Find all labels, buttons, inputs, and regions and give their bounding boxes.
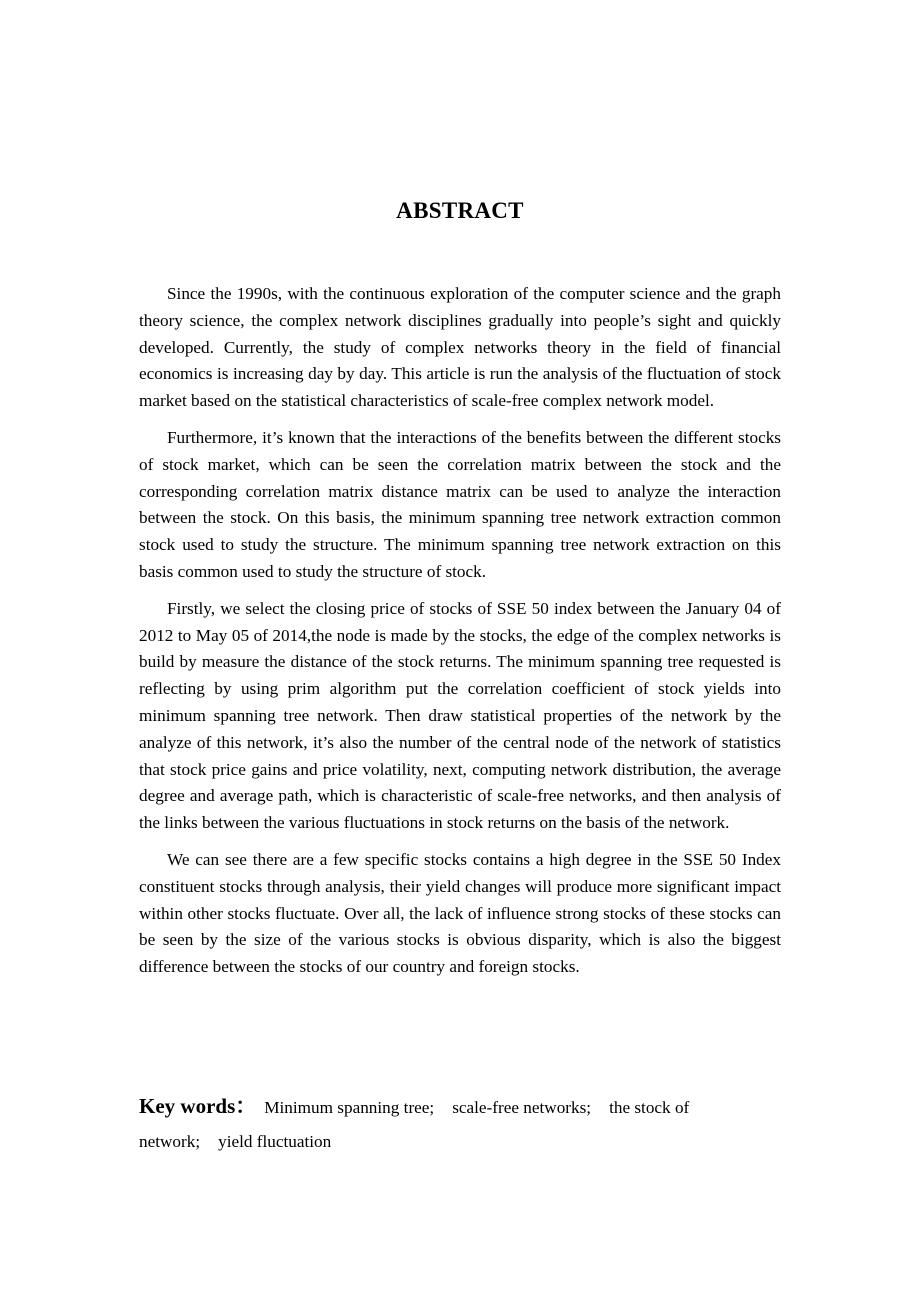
- keyword-3: the stock of network;: [139, 1098, 690, 1151]
- keyword-4: yield fluctuation: [218, 1132, 332, 1151]
- keyword-1: Minimum spanning tree;: [264, 1098, 435, 1117]
- keywords-label: Key words：: [139, 1094, 257, 1118]
- paragraph-1: Since the 1990s, with the continuous exploration of the computer science and the graph theory science, the complex network disciplines gradually into people’s sight and quickly developed. Currently, the study of complex networks theory in the field of financial economics is increasing day by day. This article is run the analysis of the fluctuation of stock market based on the statistical characteristics of scale-free complex network model.: [139, 284, 781, 411]
- paragraph-4: We can see there are a few specific stocks contains a high degree in the SSE 50 Index constituent stocks through analysis, their yield changes will produce more significant impact within other stocks fluctuate. Over all, the lack of influence strong stocks of these stocks can be seen by the size of the various stocks is obvious disparity, which is also the biggest difference between the stocks of our country and foreign stocks.: [139, 849, 781, 977]
- paragraph-2: Furthermore, it’s known that the interactions of the benefits between the different stocks of stock market, which can be seen the correlation matrix between the stock and the corresponding correlation matrix distance matrix can be used to analyze the interaction between the stock. On this basis, the minimum spanning tree network extraction common stock used to study the structure. The minimum spanning tree network extraction on this basis common used to study the structure of stock.: [139, 427, 781, 581]
- abstract-title: ABSTRACT: [396, 198, 524, 223]
- paragraph-3: Firstly, we select the closing price of stocks of SSE 50 index between the January 04 of 2012 to May 05 of 2014,the node is made by the stocks, the edge of the complex networks is build by measure the distance of the stock returns. The minimum spanning tree requested is reflecting by using prim algorithm put the correlation coefficient of stock yields into minimum spanning tree network. Then draw statistical properties of the network by the analyze of this network, it’s also the number of the central node of the network of statistics that stock price gains and price volatility, next, computing network distribution, the average degree and average path, which is characteristic of scale-free networks, and then analysis of the links between the various fluctuations in stock returns on the basis of the network.: [139, 598, 781, 833]
- keyword-2: scale-free networks;: [452, 1098, 592, 1117]
- abstract-body: [139, 281, 781, 991]
- keywords-line: [139, 1089, 801, 1159]
